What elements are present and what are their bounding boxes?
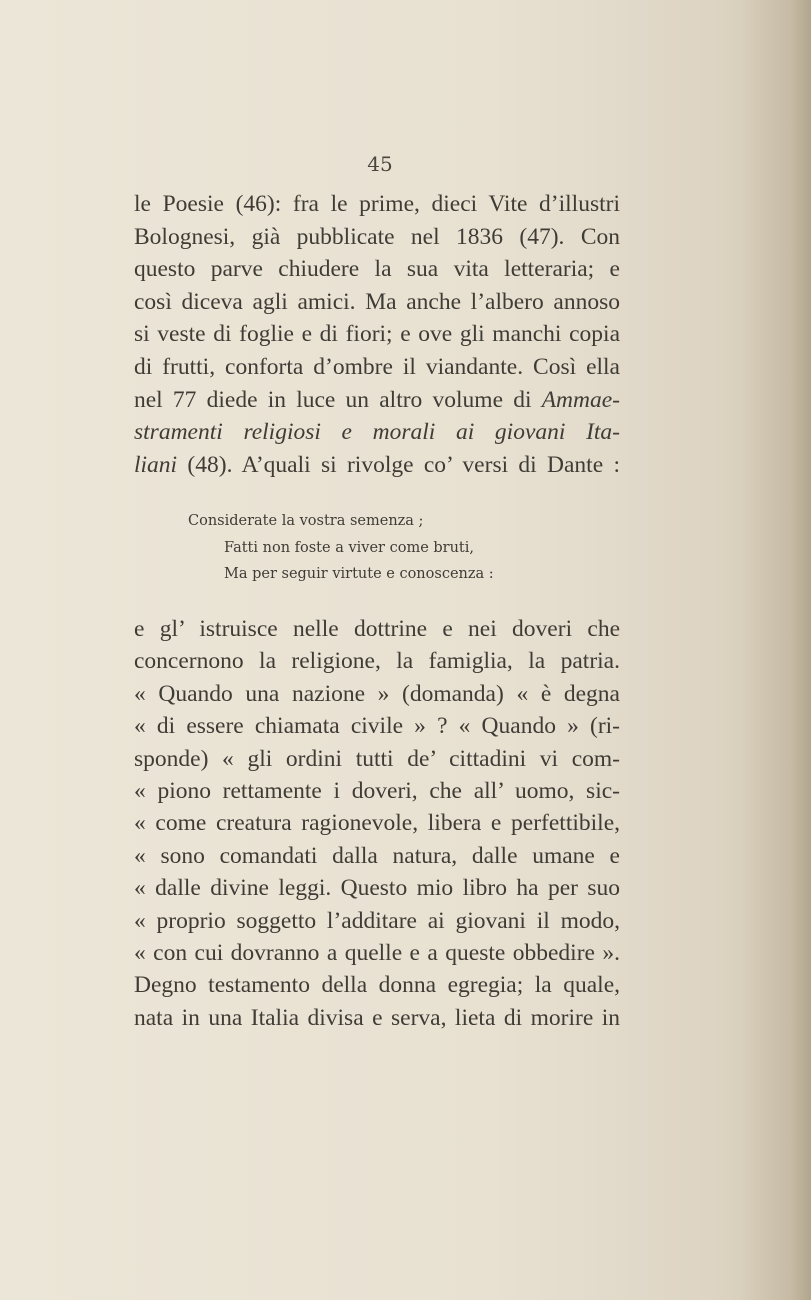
verse-line: Considerate la vostra semenza ; bbox=[188, 513, 424, 529]
text-line: questo parve chiudere la sua vita letteraria; e bbox=[134, 256, 620, 283]
paragraph-1 bbox=[134, 188, 620, 481]
text-line bbox=[134, 384, 620, 417]
text-line: « proprio soggetto l’additare ai giovani il modo, bbox=[134, 907, 620, 934]
book-title-italic: stramenti religiosi e morali ai giovani Ita- bbox=[134, 419, 620, 446]
text-line: « piono rettamente i doveri, che all’ uomo, sic- bbox=[134, 778, 620, 805]
text-line: « di essere chiamata civile » ? « Quando » (ri- bbox=[134, 713, 620, 740]
text-line: di frutti, conforta d’ombre il viandante. Così ella bbox=[134, 353, 620, 380]
text-line: Bolognesi, già pubblicate nel 1836 (47). Con bbox=[134, 223, 620, 250]
text-line: così diceva agli amici. Ma anche l’albero annoso bbox=[134, 288, 620, 315]
text-line: concernono la religione, la famiglia, la patria. bbox=[134, 648, 620, 675]
text-run: nel 77 diede in luce un altro volume di bbox=[134, 386, 542, 413]
verse-line: Fatti non foste a viver come bruti, bbox=[224, 539, 475, 556]
text-line: le Poesie (46): fra le prime, dieci Vite d’illustri bbox=[134, 191, 620, 217]
text-line: e gl’ istruisce nelle dottrine e nei doveri che bbox=[134, 616, 620, 642]
paragraph-2 bbox=[134, 613, 620, 1034]
text-line: « Quando una nazione » (domanda) « è degna bbox=[134, 680, 620, 707]
text-line: « con cui dovranno a quelle e a queste obbedire ». bbox=[134, 940, 620, 967]
book-title-italic: Ammae- bbox=[541, 386, 620, 413]
text-line: sponde) « gli ordini tutti de’ cittadini vi com- bbox=[134, 745, 620, 772]
text-line bbox=[134, 449, 620, 482]
page-edge-shadow bbox=[741, 0, 811, 1300]
text-line: « come creatura ragionevole, libera e perfettibile, bbox=[134, 810, 620, 837]
text-line: Degno testamento della donna egregia; la quale, bbox=[134, 972, 620, 999]
text-line: « dalle divine leggi. Questo mio libro ha per suo bbox=[134, 875, 620, 902]
dante-quotation bbox=[188, 508, 568, 588]
text-run: (48). A’quali si rivolge co’ versi di Dante : bbox=[177, 451, 620, 478]
page-number: 45 bbox=[367, 152, 393, 176]
text-line: nata in una Italia divisa e serva, lieta di morire in bbox=[134, 1004, 620, 1031]
text-line: « sono comandati dalla natura, dalle umane e bbox=[134, 842, 620, 869]
text-line: si veste di foglie e di fiori; e ove gli manchi copia bbox=[134, 321, 620, 348]
book-title-italic: liani bbox=[134, 451, 178, 478]
verse-line: Ma per seguir virtute e conoscenza : bbox=[224, 566, 494, 582]
